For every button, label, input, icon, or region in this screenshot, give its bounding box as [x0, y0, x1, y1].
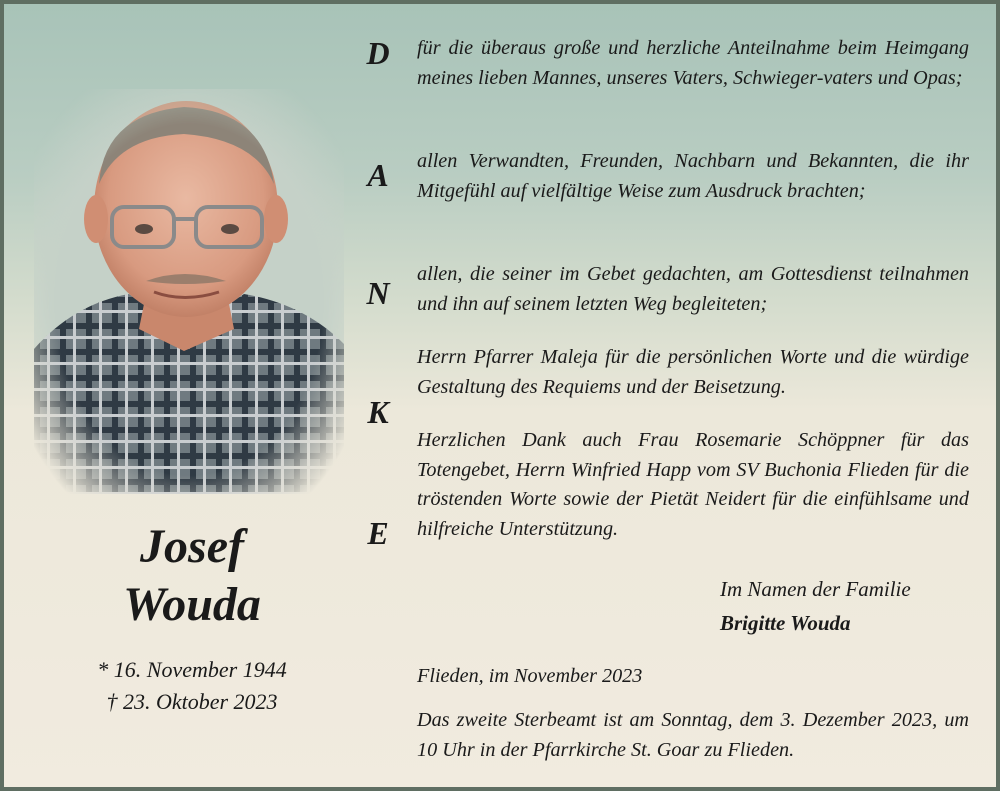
danke-letter-e: E [367, 515, 389, 551]
last-name: Wouda [123, 578, 261, 631]
portrait-photo [34, 89, 344, 494]
signature-line: Im Namen der Familie [720, 577, 911, 601]
signature-name: Brigitte Wouda [720, 611, 851, 635]
thanks-paragraph-3: allen, die seiner im Gebet gedachten, am Gottesdienst teilnahmen und ihn auf seinem letzten Weg begleiteten; [417, 263, 969, 315]
service-notice: Das zweite Sterbeamt ist am Sonntag, dem 3. Dezember 2023, um 10 Uhr in der Pfarrkirche St. Goar zu Flieden. [417, 709, 969, 761]
thanks-paragraph-5: Herzlichen Dank auch Frau Rosemarie Schöppner für das Totengebet, Herrn Winfried Happ vom SV Buchonia Flieden für die tröstenden Worte sowie der Pietät Neidert für die einfühlsame und hilfreiche Unterstützung. [417, 429, 969, 540]
thanks-paragraph-2: allen Verwandten, Freunden, Nachbarn und Bekannten, die ihr Mitgefühl auf vielfältige Weise zum Ausdruck brachten; [417, 150, 969, 202]
portrait-illustration [34, 89, 344, 494]
danke-letter-n: N [366, 275, 390, 311]
danke-letter-k: K [367, 394, 389, 430]
thanks-paragraph-4: Herrn Pfarrer Maleja für die persönlichen Worte und die würdige Gestaltung des Requiems und der Beisetzung. [417, 346, 969, 398]
place-date: Flieden, im November 2023 [417, 665, 643, 687]
first-name: Josef [140, 520, 244, 573]
danke-letter-a: A [367, 157, 389, 193]
death-date: † 23. Oktober 2023 [106, 689, 278, 714]
thanks-paragraph-1: für die überaus große und herzliche Anteilnahme beim Heimgang meines lieben Mannes, unseres Vaters, Schwieger-vaters und Opas; [417, 37, 969, 89]
danke-letter-d: D [366, 35, 390, 71]
birth-date: * 16. November 1944 [97, 657, 287, 682]
